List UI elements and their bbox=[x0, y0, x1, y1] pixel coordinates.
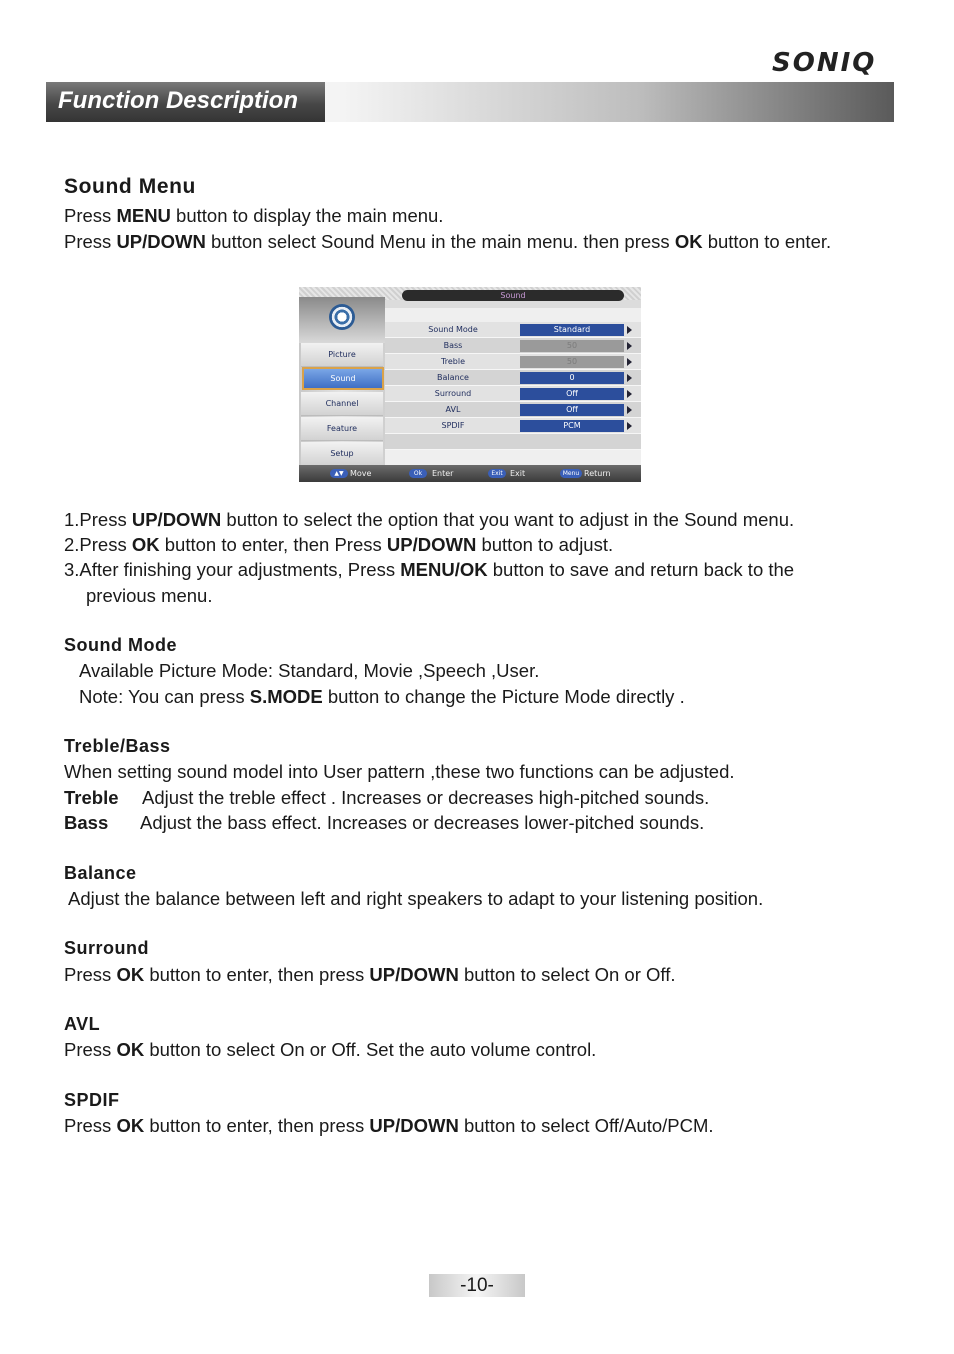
tv-row-label-sound-mode: Sound Mode bbox=[428, 325, 478, 334]
tv-sound-menu-screenshot bbox=[299, 287, 641, 482]
brand-logo: SONIQ bbox=[772, 48, 877, 78]
chevron-right-icon bbox=[627, 390, 632, 398]
avl-line-1: Press OK button to select On or Off. Set the auto volume control. bbox=[64, 1039, 597, 1060]
treble-term: Treble bbox=[64, 787, 119, 808]
ok-key-icon: Ok bbox=[409, 469, 427, 478]
step-1: 1.Press UP/DOWN button to select the option that you want to adjust in the Sound menu. bbox=[64, 509, 795, 530]
tv-row-label-avl: AVL bbox=[445, 405, 461, 414]
balance-line-1: Adjust the balance between left and right speakers to adapt to your listening position. bbox=[68, 888, 764, 909]
treble-description: Adjust the treble effect . Increases or decreases high-pitched sounds. bbox=[142, 787, 710, 808]
intro-line-1: Press MENU button to display the main menu. bbox=[64, 205, 444, 226]
tv-menu-title: Sound bbox=[402, 290, 624, 301]
tv-row-value-spdif[interactable]: PCM bbox=[520, 420, 624, 432]
chevron-right-icon bbox=[627, 406, 632, 414]
step-3-continued: previous menu. bbox=[86, 585, 213, 606]
sound-mode-line-2: Note: You can press S.MODE button to change the Picture Mode directly . bbox=[79, 686, 685, 707]
chevron-right-icon bbox=[627, 358, 632, 366]
tv-sidebar-item-channel[interactable]: Channel bbox=[301, 392, 383, 416]
tv-row-label-balance: Balance bbox=[437, 373, 469, 382]
speaker-icon bbox=[329, 304, 355, 330]
tv-row-label-surround: Surround bbox=[434, 389, 472, 398]
bass-term: Bass bbox=[64, 812, 109, 833]
section-heading-balance: Balance bbox=[64, 863, 137, 883]
intro-line-2: Press UP/DOWN button select Sound Menu in the main menu. then press OK button to enter. bbox=[64, 231, 832, 252]
section-heading-sound-mode: Sound Mode bbox=[64, 635, 177, 655]
tv-row-label-bass: Bass bbox=[443, 341, 463, 350]
tv-row-value-surround[interactable]: Off bbox=[520, 388, 624, 400]
section-heading-spdif: SPDIF bbox=[64, 1090, 120, 1110]
section-heading-surround: Surround bbox=[64, 938, 149, 958]
spdif-line-1: Press OK button to enter, then press UP/DOWN button to select Off/Auto/PCM. bbox=[64, 1115, 714, 1136]
chevron-right-icon bbox=[627, 374, 632, 382]
footer-hint-move: Move bbox=[350, 469, 372, 478]
treble-bass-line-1: When setting sound model into User pattern ,these two functions can be adjusted. bbox=[64, 761, 735, 782]
tv-sidebar-item-picture[interactable]: Picture bbox=[301, 343, 383, 367]
chevron-right-icon bbox=[627, 326, 632, 334]
up-down-key-icon: ▲▼ bbox=[330, 469, 348, 478]
section-heading-treble-bass: Treble/Bass bbox=[64, 736, 171, 756]
tv-row-value-avl[interactable]: Off bbox=[520, 404, 624, 416]
tv-sidebar-item-setup[interactable]: Setup bbox=[301, 442, 383, 466]
tv-menu-footer bbox=[299, 465, 641, 482]
footer-hint-return: Return bbox=[584, 469, 611, 478]
sound-mode-line-1: Available Picture Mode: Standard, Movie ,Speech ,User. bbox=[79, 660, 540, 681]
tv-row-bg bbox=[385, 434, 641, 450]
footer-hint-exit: Exit bbox=[510, 469, 526, 478]
tv-sidebar-item-sound[interactable]: Sound bbox=[302, 367, 384, 390]
tv-row-value-bass[interactable]: 50 bbox=[520, 340, 624, 352]
section-heading-avl: AVL bbox=[64, 1014, 101, 1034]
footer-hint-enter: Enter bbox=[432, 469, 454, 478]
page-title: Function Description bbox=[58, 87, 298, 114]
exit-key-icon: Exit bbox=[488, 469, 506, 478]
tv-row-value-sound-mode[interactable]: Standard bbox=[520, 324, 624, 336]
surround-line-1: Press OK button to enter, then press UP/DOWN button to select On or Off. bbox=[64, 964, 676, 985]
tv-row-value-balance[interactable]: 0 bbox=[520, 372, 624, 384]
tv-sidebar-item-feature[interactable]: Feature bbox=[301, 417, 383, 441]
tv-row-label-spdif: SPDIF bbox=[441, 421, 465, 430]
page-number: -10- bbox=[429, 1274, 525, 1297]
section-heading-sound-menu: Sound Menu bbox=[64, 175, 196, 198]
bass-description: Adjust the bass effect. Increases or decreases lower-pitched sounds. bbox=[140, 812, 705, 833]
step-3: 3.After finishing your adjustments, Press MENU/OK button to save and return back to the bbox=[64, 559, 795, 580]
chevron-right-icon bbox=[627, 422, 632, 430]
tv-row-label-treble: Treble bbox=[441, 357, 465, 366]
step-2: 2.Press OK button to enter, then Press UP/DOWN button to adjust. bbox=[64, 534, 614, 555]
tv-row-value-treble[interactable]: 50 bbox=[520, 356, 624, 368]
chevron-right-icon bbox=[627, 342, 632, 350]
menu-key-icon: Menu bbox=[560, 469, 582, 478]
